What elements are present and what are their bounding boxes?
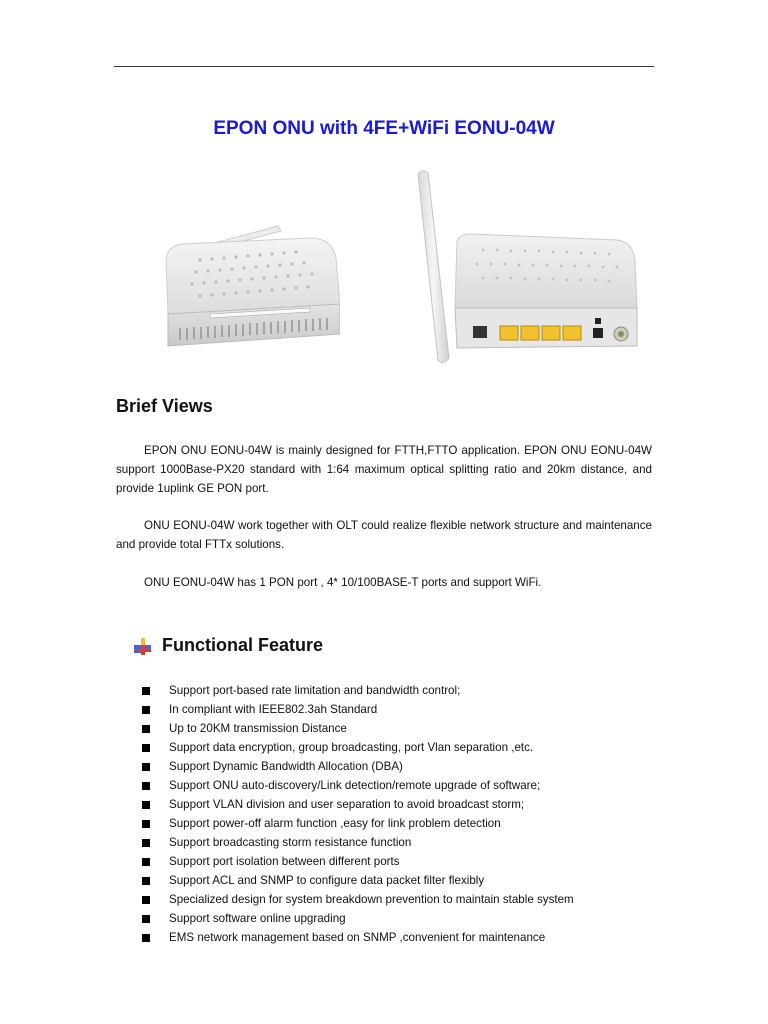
feature-list <box>142 681 574 947</box>
brief-views-paragraph-2: ONU EONU-04W work together with OLT could realize flexible network structure and maintenance and provide total FTTx solutions. <box>116 519 652 551</box>
onu-rear-photo <box>405 168 640 368</box>
brief-views-heading: Brief Views <box>116 396 213 416</box>
list-item: Support VLAN division and user separation to avoid broadcast storm; <box>142 795 574 814</box>
bullet-square-icon <box>142 763 150 771</box>
bullet-square-icon <box>142 934 150 942</box>
functional-feature-heading: Functional Feature <box>162 635 324 655</box>
bullet-square-icon <box>142 801 150 809</box>
bullet-square-icon <box>142 915 150 923</box>
list-item: In compliant with IEEE802.3ah Standard <box>142 700 574 719</box>
list-item: Support port isolation between different ports <box>142 852 574 871</box>
bullet-square-icon <box>142 706 150 714</box>
bullet-square-icon <box>142 687 150 695</box>
list-item: Support ONU auto-discovery/Link detection/remote upgrade of software; <box>142 776 574 795</box>
list-item: Support ACL and SNMP to configure data packet filter flexibly <box>142 871 574 890</box>
onu-front-photo <box>160 222 340 357</box>
feature-bullet-icon <box>133 636 153 656</box>
bullet-square-icon <box>142 820 150 828</box>
list-item: EMS network management based on SNMP ,convenient for maintenance <box>142 928 574 947</box>
list-item: Support software online upgrading <box>142 909 574 928</box>
bullet-square-icon <box>142 782 150 790</box>
list-item: Support broadcasting storm resistance function <box>142 833 574 852</box>
brief-views-paragraph-3: ONU EONU-04W has 1 PON port , 4* 10/100BASE-T ports and support WiFi. <box>144 576 542 589</box>
list-item: Specialized design for system breakdown prevention to maintain stable system <box>142 890 574 909</box>
bullet-square-icon <box>142 896 150 904</box>
bullet-square-icon <box>142 839 150 847</box>
bullet-square-icon <box>142 858 150 866</box>
bullet-square-icon <box>142 744 150 752</box>
list-item: Support power-off alarm function ,easy for link problem detection <box>142 814 574 833</box>
brief-views-paragraph-1: EPON ONU EONU-04W is mainly designed for FTTH,FTTO application. EPON ONU EONU-04W support 1000Base-PX20 standard with 1:64 maximum optical splitting ratio and 20km distance, and provide 1uplink GE PON port. <box>116 444 652 495</box>
list-item: Up to 20KM transmission Distance <box>142 719 574 738</box>
list-item: Support Dynamic Bandwidth Allocation (DBA) <box>142 757 574 776</box>
list-item: Support data encryption, group broadcasting, port Vlan separation ,etc. <box>142 738 574 757</box>
top-rule <box>114 66 654 67</box>
bullet-square-icon <box>142 877 150 885</box>
list-item: Support port-based rate limitation and bandwidth control; <box>142 681 574 700</box>
document-title: EPON ONU with 4FE+WiFi EONU-04W <box>213 118 555 139</box>
bullet-square-icon <box>142 725 150 733</box>
